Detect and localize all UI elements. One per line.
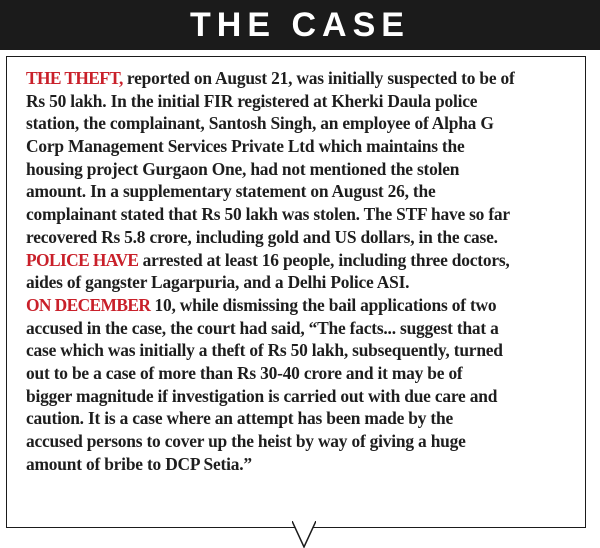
- article-line: caution. It is a case where an attempt has been made by the: [26, 408, 453, 429]
- article-line: case which was initially a theft of Rs 50 lakh, subsequently, turned: [26, 340, 503, 361]
- article-line: housing project Gurgaon One, had not mentioned the stolen: [26, 158, 460, 179]
- article-line: out to be a case of more than Rs 30-40 crore and it may be of: [26, 362, 463, 383]
- line-text: 10, while dismissing the bail applications of two: [150, 294, 497, 315]
- article-line: Rs 50 lakh. In the initial FIR registered at Kherki Daula police: [26, 90, 478, 111]
- article-line: [26, 67, 576, 90]
- article-line: [26, 249, 576, 272]
- article-line: aides of gangster Lagarpuria, and a Delhi Police ASI.: [26, 272, 410, 293]
- line-text: reported on August 21, was initially suspected to be of: [122, 68, 515, 88]
- article-body: [26, 67, 576, 475]
- article-line: station, the complainant, Santosh Singh, an employee of Alpha G: [26, 113, 494, 134]
- header-banner: [0, 0, 600, 50]
- callout-tail: [292, 521, 316, 548]
- article-line: recovered Rs 5.8 crore, including gold and US dollars, in the case.: [26, 226, 498, 247]
- article-line: amount of bribe to DCP Setia.”: [26, 453, 252, 474]
- article-line: [26, 294, 576, 317]
- article-line: accused in the case, the court had said, “The facts... suggest that a: [26, 317, 499, 338]
- paragraph-lead-police: POLICE HAVE: [26, 249, 139, 270]
- article-line: complainant stated that Rs 50 lakh was stolen. The STF have so far: [26, 204, 510, 225]
- line-text: arrested at least 16 people, including three doctors,: [138, 249, 510, 270]
- article-line: Corp Management Services Private Ltd which maintains the: [26, 136, 465, 157]
- paragraph-lead-theft: THE THEFT,: [26, 68, 123, 88]
- header-title: THE CASE: [190, 6, 410, 44]
- paragraph-lead-december: ON DECEMBER: [26, 294, 151, 315]
- article-line: accused persons to cover up the heist by way of giving a huge: [26, 431, 466, 451]
- article-line: amount. In a supplementary statement on August 26, the: [26, 181, 436, 202]
- article-line: bigger magnitude if investigation is carried out with due care and: [26, 385, 498, 406]
